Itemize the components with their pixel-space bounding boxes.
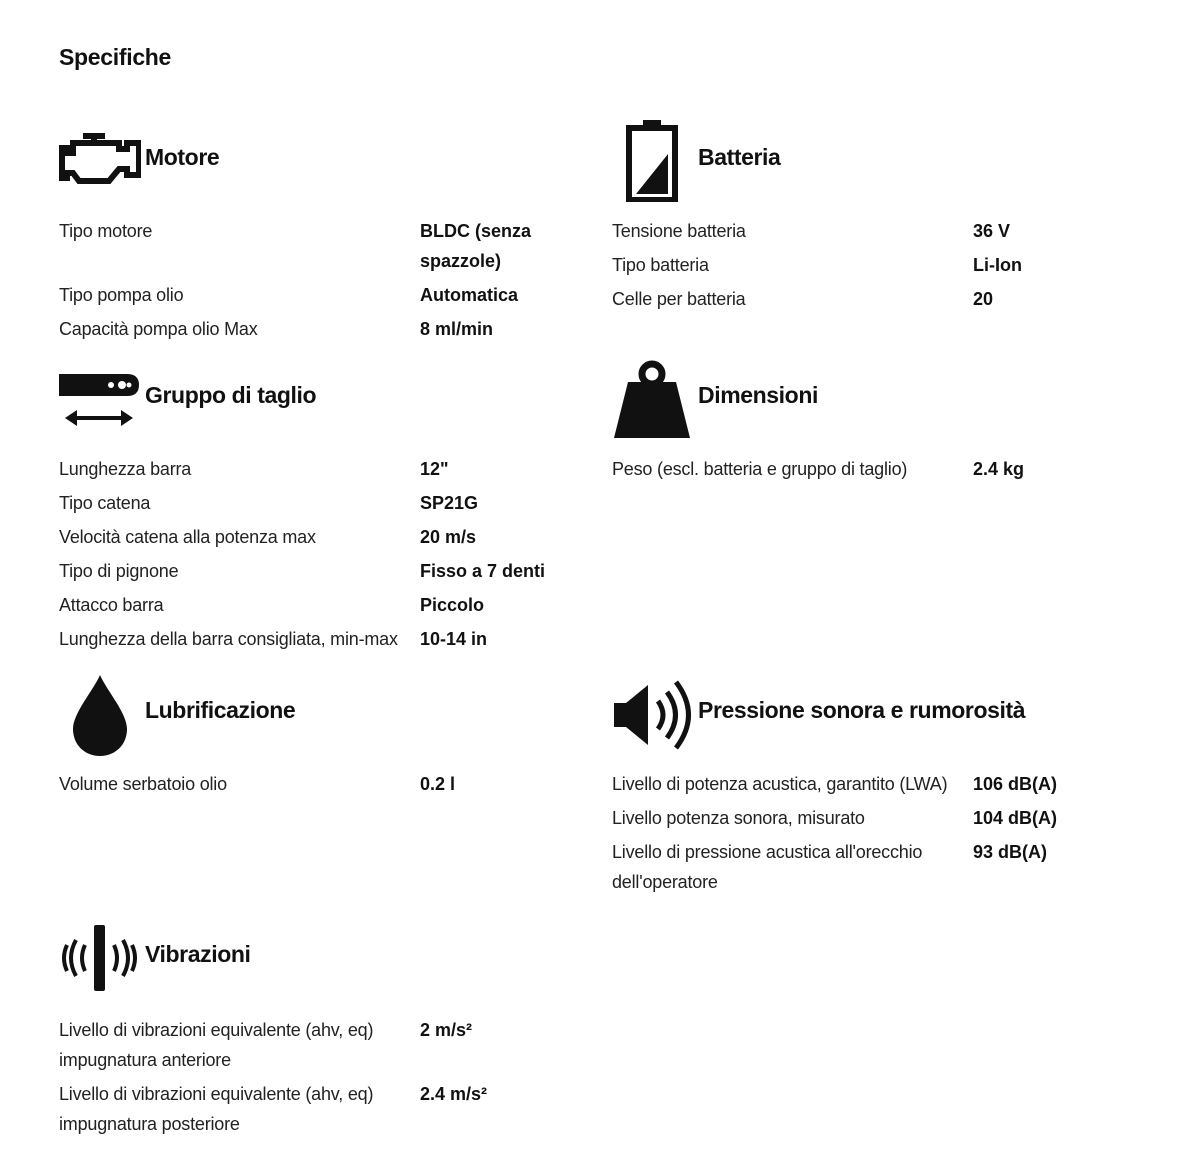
spec-value: 2.4 kg (973, 459, 1025, 479)
spec-value: 2.4 m/s² (420, 1084, 488, 1104)
spec-row (59, 454, 579, 484)
page-title: Specifiche (59, 44, 172, 70)
spec-value: 20 m/s (420, 527, 477, 547)
spec-list (59, 769, 579, 799)
spec-value: 0.2 l (420, 774, 456, 794)
spec-label: Capacità pompa olio Max (59, 319, 258, 339)
spec-row (59, 314, 579, 344)
chainsaw-bar-icon (59, 370, 139, 435)
spec-value: 36 V (973, 221, 1011, 241)
section-motore (59, 118, 579, 348)
weight-icon (614, 360, 692, 443)
spec-row (59, 280, 579, 310)
spec-value: 12" (420, 459, 449, 479)
spec-row (612, 769, 1132, 799)
spec-list (612, 454, 1132, 484)
section-gruppo-di-taglio (59, 356, 579, 658)
spec-label: Tipo di pignone (59, 561, 179, 581)
section-title: Dimensioni (698, 382, 818, 408)
spec-label: Tipo motore (59, 221, 153, 241)
section-title: Gruppo di taglio (145, 382, 317, 408)
spec-row (59, 556, 579, 586)
section-header (612, 118, 1132, 216)
spec-value: SP21G (420, 493, 479, 513)
section-pressione-sonora (612, 671, 1132, 901)
spec-row (612, 837, 1132, 897)
spec-value: BLDC (senza spazzole) (420, 221, 532, 271)
spec-row (59, 590, 579, 620)
spec-row (59, 1015, 579, 1075)
spec-value: Automatica (420, 285, 519, 305)
spec-label: Livello potenza sonora, misurato (612, 808, 865, 828)
spec-value: Piccolo (420, 595, 485, 615)
spec-label: Livello di potenza acustica, garantito (LWA) (612, 774, 948, 794)
spec-value: 2 m/s² (420, 1020, 473, 1040)
spec-label: Tipo pompa olio (59, 285, 184, 305)
spec-row (59, 769, 579, 799)
section-title: Batteria (698, 144, 781, 170)
spec-label: Volume serbatoio olio (59, 774, 227, 794)
spec-label: Livello di vibrazioni equivalente (ahv, eq) impugnatura anteriore (59, 1020, 374, 1070)
spec-row (59, 488, 579, 518)
section-title: Pressione sonora e rumorosità (698, 697, 1026, 723)
spec-row (59, 216, 579, 276)
spec-label: Attacco barra (59, 595, 164, 615)
section-vibrazioni (59, 915, 579, 1143)
section-header (59, 118, 579, 216)
spec-value: 8 ml/min (420, 319, 494, 339)
spec-value: Fisso a 7 denti (420, 561, 546, 581)
oil-drop-icon (71, 673, 129, 762)
spec-row (59, 1079, 579, 1139)
section-lubrificazione (59, 671, 579, 803)
spec-list (59, 454, 579, 654)
spec-label: Peso (escl. batteria e gruppo di taglio) (612, 459, 908, 479)
section-title: Vibrazioni (145, 941, 251, 967)
section-header (59, 915, 579, 1015)
spec-list (59, 1015, 579, 1139)
section-title: Lubrificazione (145, 697, 296, 723)
spec-label: Velocità catena alla potenza max (59, 527, 316, 547)
speaker-icon (614, 679, 694, 756)
spec-label: Lunghezza della barra consigliata, min-max (59, 629, 398, 649)
spec-list (612, 769, 1132, 897)
spec-value: Li-Ion (973, 255, 1022, 275)
spec-list (59, 216, 579, 344)
spec-value: 106 dB(A) (973, 774, 1058, 794)
spec-value: 20 (973, 289, 994, 309)
spec-label: Lunghezza barra (59, 459, 192, 479)
spec-label: Livello di pressione acustica all'orecchio dell'operatore (612, 842, 923, 892)
spec-row (612, 803, 1132, 833)
spec-row (612, 216, 1132, 246)
spec-value: 10-14 in (420, 629, 488, 649)
spec-label: Tipo catena (59, 493, 151, 513)
spec-row (612, 454, 1132, 484)
spec-label: Tipo batteria (612, 255, 709, 275)
section-dimensioni (612, 356, 1132, 488)
battery-icon (626, 120, 678, 207)
section-header (612, 671, 1132, 769)
spec-row (612, 284, 1132, 314)
spec-row (59, 522, 579, 552)
section-header (612, 356, 1132, 454)
spec-list (612, 216, 1132, 314)
engine-icon (59, 132, 141, 193)
section-batteria (612, 118, 1132, 318)
section-title: Motore (145, 144, 220, 170)
spec-row (59, 624, 579, 654)
section-header (59, 671, 579, 769)
spec-row (612, 250, 1132, 280)
spec-label: Celle per batteria (612, 289, 746, 309)
spec-value: 104 dB(A) (973, 808, 1058, 828)
spec-label: Tensione batteria (612, 221, 746, 241)
spec-value: 93 dB(A) (973, 842, 1048, 862)
section-header (59, 356, 579, 454)
vibration-icon (59, 925, 141, 996)
spec-label: Livello di vibrazioni equivalente (ahv, eq) impugnatura posteriore (59, 1084, 374, 1134)
